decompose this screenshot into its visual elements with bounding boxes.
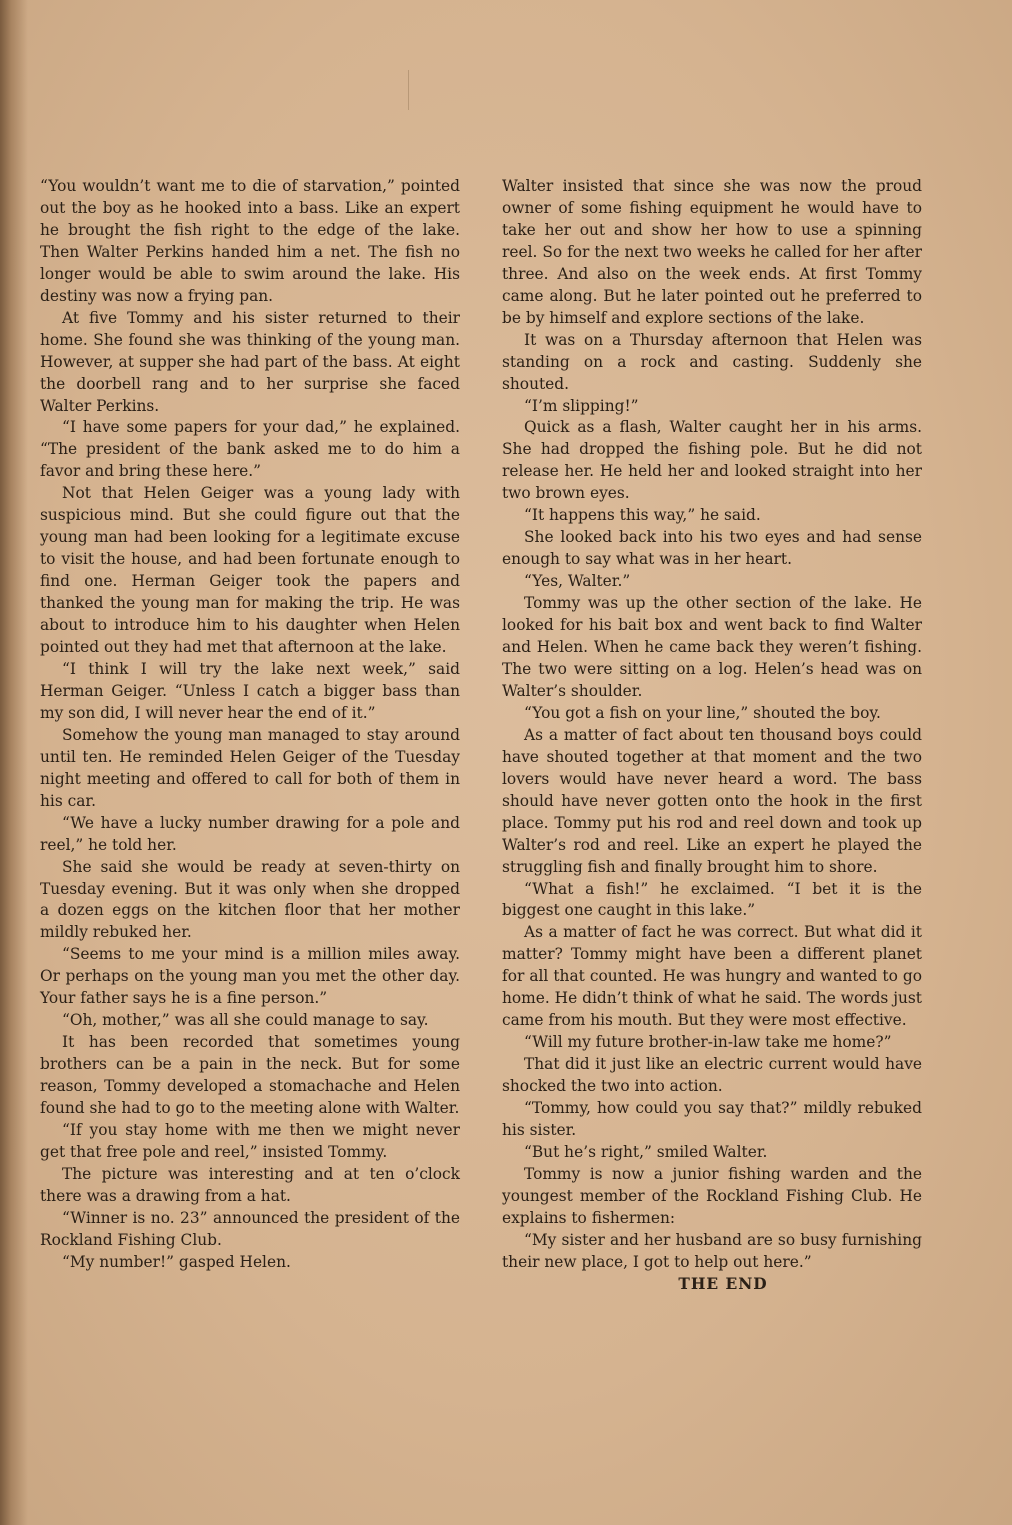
paragraph: “I have some papers for your dad,” he explained. “The president of the bank asked me to do him a favor and bring these here.” — [40, 418, 460, 481]
paragraph: “You got a fish on your line,” shouted the boy. — [524, 703, 881, 722]
paragraph: “But he’s right,” smiled Walter. — [524, 1142, 768, 1161]
paragraph: Quick as a flash, Walter caught her in his arms. She had dropped the fishing pole. But he did not release her. He held her and looked straight into her two brown eyes. — [502, 418, 922, 503]
paragraph: Tommy was up the other section of the lake. He looked for his bait box and went back to find Walter and Helen. When he came back they weren’t fishing. The two were sitting on a log. Helen’s head was on Walter’s shoulder. — [502, 594, 922, 700]
paragraph: Somehow the young man managed to stay around until ten. He reminded Helen Geiger of the Tuesday night meeting and offered to call for both of them in his car. — [40, 725, 460, 810]
paragraph: She said she would be ready at seven-thirty on Tuesday evening. But it was only when she dropped a dozen eggs on the kitchen floor that her mother mildly rebuked her. — [40, 857, 460, 942]
paragraph: “Winner is no. 23” announced the president of the Rockland Fishing Club. — [40, 1208, 460, 1249]
paragraph: “We have a lucky number drawing for a pole and reel,” he told her. — [40, 813, 460, 854]
paragraph: She looked back into his two eyes and had sense enough to say what was in her heart. — [502, 528, 922, 569]
paragraph: At five Tommy and his sister returned to their home. She found she was thinking of the young man. However, at supper she had part of the bass. At eight the doorbell rang and to her surprise she faced Walter Perkins. — [40, 308, 460, 415]
paragraph: It was on a Thursday afternoon that Helen was standing on a rock and casting. Suddenly she shouted. — [502, 330, 922, 393]
paragraph: As a matter of fact about ten thousand boys could have shouted together at that moment and the two lovers would have never heard a word. The bass should have never gotten onto the hook in the first place. Tommy put his rod and reel down and took up Walter’s rod and reel. Like an expert he played the struggling fish and finally brought him to shore. — [502, 725, 922, 876]
paragraph: “I think I will try the lake next week,” said Herman Geiger. “Unless I catch a bigger bass than my son did, I will never hear the end of it.” — [40, 659, 460, 722]
paragraph: Tommy is now a junior fishing warden and the youngest member of the Rockland Fishing Club. He explains to fishermen: — [502, 1164, 922, 1227]
right-column — [502, 176, 922, 1296]
paragraph: Not that Helen Geiger was a young lady with suspicious mind. But she could figure out that the young man had been looking for a legitimate excuse to visit the house, and had been fortunate enough to find one. Herman Geiger took the papers and thanked the young man for making the trip. He was about to introduce him to his daughter when Helen pointed out they had met that afternoon at the lake. — [40, 484, 460, 657]
paragraph: “It happens this way,” he said. — [524, 506, 761, 525]
paragraph: “You wouldn’t want me to die of starvation,” pointed out the boy as he hooked into a bass. Like an expert he brought the fish right to the edge of the lake. Then Walter Perkins handed him a net. The fish no longer would be able to swim around the lake. His destiny was now a frying pan. — [40, 177, 460, 305]
paragraph: “My number!” gasped Helen. — [62, 1252, 291, 1271]
paragraph: The picture was interesting and at ten o’clock there was a drawing from a hat. — [40, 1164, 460, 1205]
the-end-label: THE END — [678, 1274, 768, 1293]
paragraph: “Will my future brother-in-law take me home?” — [524, 1033, 892, 1052]
paragraph: “Seems to me your mind is a million miles away. Or perhaps on the young man you met the other day. Your father says he is a fine person.” — [40, 945, 460, 1008]
paragraph: “Tommy, how could you say that?” mildly rebuked his sister. — [502, 1099, 922, 1139]
paragraph: Walter insisted that since she was now the proud owner of some fishing equipment he would have to take her out and show her how to use a spinning reel. So for the next two weeks he called for her after three. And also on the week ends. At first Tommy came along. But he later pointed out he preferred to be by himself and explore sections of the lake. — [502, 177, 922, 327]
paragraph: “Oh, mother,” was all she could manage to say. — [62, 1011, 429, 1030]
left-column — [40, 176, 460, 1274]
paragraph: “My sister and her husband are so busy furnishing their new place, I got to help out here.” — [502, 1230, 922, 1271]
fold-mark — [408, 70, 413, 110]
paragraph: It has been recorded that sometimes young brothers can be a pain in the neck. But for some reason, Tommy developed a stomachache and Helen found she had to go to the meeting alone with Walter. — [40, 1033, 460, 1118]
paragraph: “What a fish!” he exclaimed. “I bet it is the biggest one caught in this lake.” — [502, 879, 922, 920]
paragraph: “If you stay home with me then we might never get that free pole and reel,” insisted Tommy. — [40, 1120, 460, 1161]
paragraph: “I’m slipping!” — [524, 396, 639, 415]
paragraph: That did it just like an electric current would have shocked the two into action. — [502, 1055, 922, 1096]
paragraph: “Yes, Walter.” — [524, 572, 631, 591]
paragraph: As a matter of fact he was correct. But what did it matter? Tommy might have been a different planet for all that counted. He was hungry and wanted to go home. He didn’t think of what he said. The words just came from his mouth. But they were most effective. — [502, 923, 922, 1030]
binding-crease — [0, 0, 28, 1525]
